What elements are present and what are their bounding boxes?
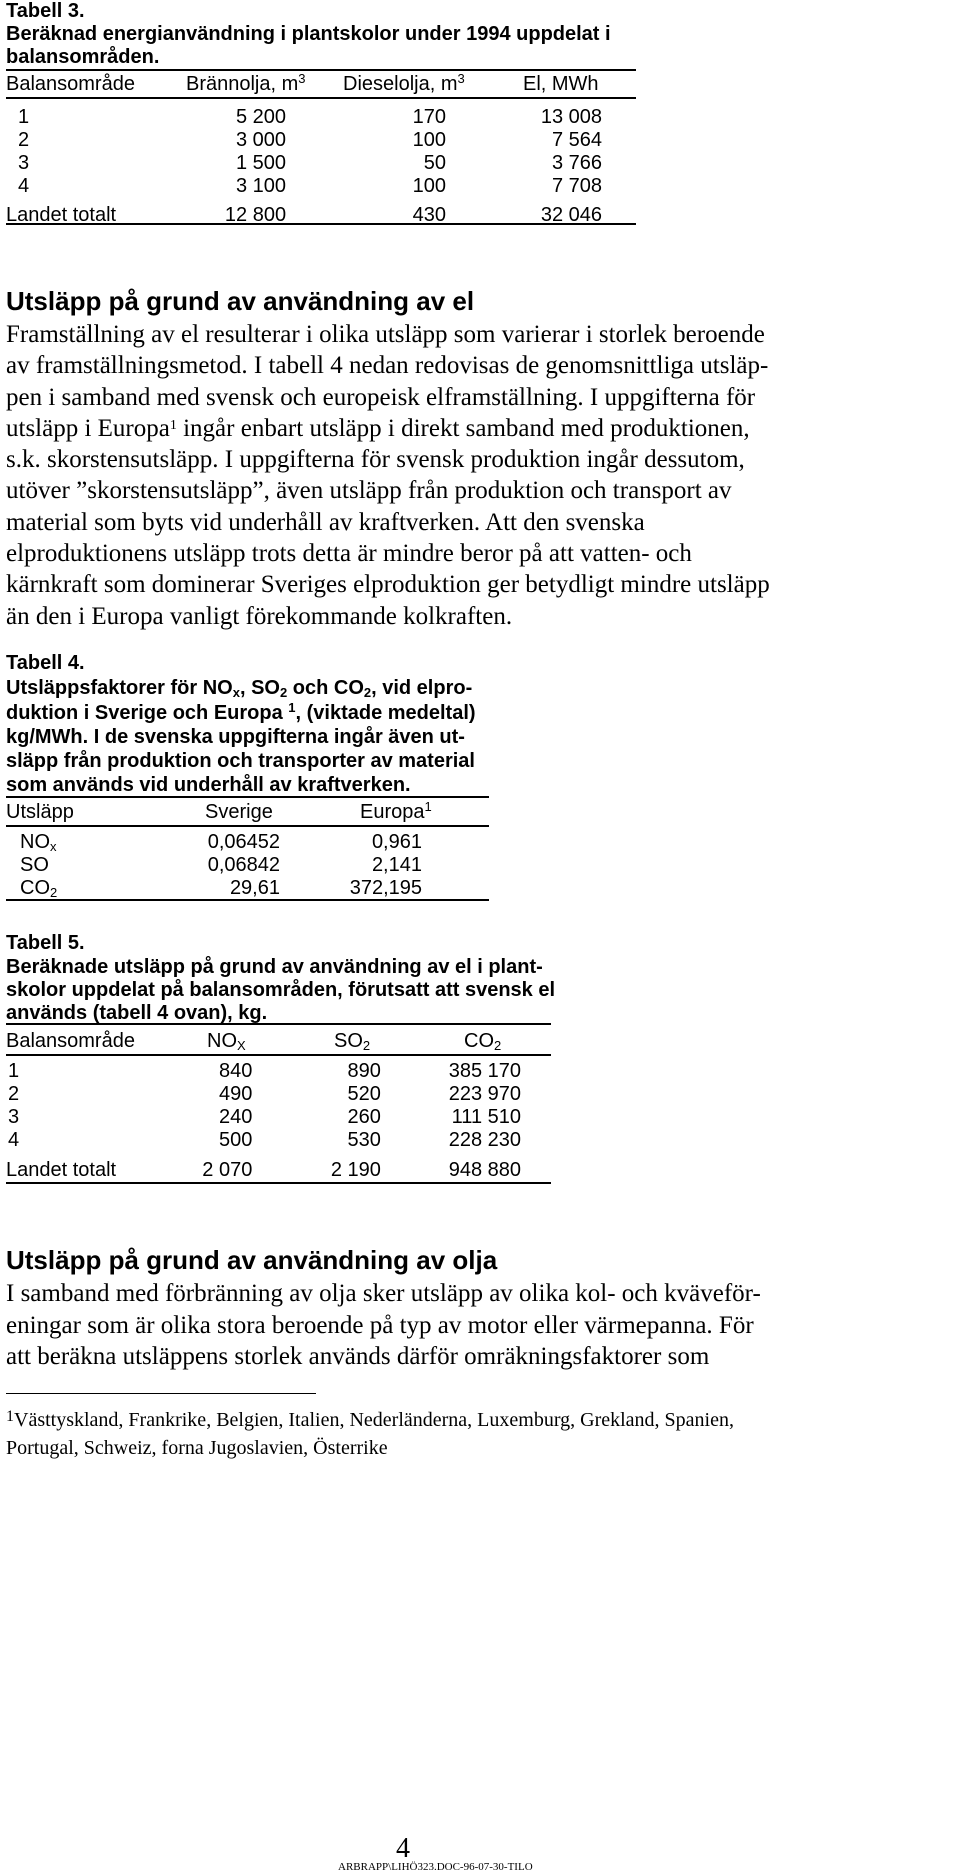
table5-col-area: Balansområde (6, 1030, 135, 1052)
table-row: 2 490 520 223 970 (8, 1083, 521, 1105)
table3-col-diesel: Dieselolja, $m^3$ (343, 71, 465, 95)
table5-label: Tabell 5. (6, 932, 85, 954)
table5-title-line1: Beräknade utsläpp på grund av användning av el i plant- (6, 956, 543, 978)
table3-col-area: Balansområde (6, 73, 135, 95)
table-row: SO 0,06842 2,141 (20, 854, 422, 876)
table3-body (6, 106, 602, 227)
table5-col-nox: $NO_X$ (207, 1030, 246, 1053)
footnote: $^1$Västtyskland, Frankrike, Belgien, Italien, Nederländerna, Luxemburg, Grekland, Spanien, Portugal, Schweiz, forna Jugoslavien, Österrike (6, 1408, 734, 1459)
footnote-rule (6, 1393, 316, 1394)
table3-title-line1: Beräknad energianvändning i plantskolor under 1994 uppdelat i (6, 23, 611, 45)
table5-top-rule (6, 1023, 551, 1025)
table4-title-line1: Utsläppsfaktorer för $NO_x$, $SO_2$ och $CO_2$, vid elpro- (6, 677, 473, 700)
table-row: 3 240 260 111 510 (8, 1106, 521, 1128)
table-row: 4 3 100 100 7 708 (18, 175, 602, 197)
table4-title-line2: duktion i Sverige och Europa $^1$, (viktade medeltal) (6, 700, 476, 724)
table-total-row: Landet totalt 2 070 2 190 948 880 (6, 1159, 521, 1181)
table5-header-rule (6, 1054, 551, 1056)
table4-col-emission: Utsläpp (6, 801, 74, 823)
table3-col-oil: Brännolja, $m^3$ (186, 71, 306, 95)
table4-top-rule (6, 796, 489, 798)
table5-title-line3: används (tabell 4 ovan), kg. (6, 1002, 268, 1024)
table4-col-sweden: Sverige (205, 801, 273, 823)
table-row: 4 500 530 228 230 (8, 1129, 521, 1151)
table3-header-rule (6, 97, 636, 99)
table4-bottom-rule (6, 899, 489, 901)
table4-title-line5: som används vid underhåll av kraftverken. (6, 774, 411, 796)
section-oil-body: I samband med förbränning av olja sker utsläpp av olika kol- och kväveför- eningar som är olika stora beroende på typ av motor eller värmepanna. För att beräkna utsläppens storlek används därför omräkningsfaktorer som (6, 1280, 761, 1370)
table-row: 1 5 200 170 13 008 (18, 106, 602, 128)
table5-header-row (6, 1030, 551, 1053)
table5-body (6, 1060, 521, 1182)
section-el-heading: Utsläpp på grund av användning av el (6, 286, 475, 316)
table4-label: Tabell 4. (6, 652, 85, 674)
table-row: 1 840 890 385 170 (8, 1060, 521, 1082)
table5-title-line2: skolor uppdelat på balansområden, förutsatt att svensk el (6, 979, 556, 1001)
table4-header-row (6, 801, 489, 824)
table4-body (6, 831, 422, 900)
table-total-row: Landet totalt 12 800 430 32 046 (6, 204, 602, 226)
table4-col-europe: Europa$^1$ (360, 799, 432, 823)
table-row: 3 1 500 50 3 766 (18, 152, 602, 174)
table5-col-so2: $SO_2$ (334, 1030, 371, 1053)
table-row: $NO_x$ 0,06452 0,961 (20, 831, 422, 854)
table-row: $CO_2$ 29,61 372,195 (20, 877, 422, 900)
table3-col-el: El, MWh (523, 73, 599, 95)
table3-header-row (6, 73, 636, 96)
section-el-body: Framställning av el resulterar i olika utsläpp som varierar i storlek beroende av framställningsmetod. I tabell 4 nedan redovisas de genomsnittliga utsläp- pen i samband med svensk och europeisk elframställning. I uppgifterna för utsläpp i Europa$^1$ ingår enbart utsläpp i direkt samband med produktionen, s.k. skorstensutsläpp. I uppgifterna för svensk produktion ingår dessutom, utöver ”skorstensutsläpp”, även utsläpp från produktion och transport av material som byts vid underhåll av kraftverken. Att den svenska elproduktionens utsläpp trots detta är mindre beror på att vatten- och kärnkraft som dominerar Sveriges elproduktion ger betydligt mindre utsläpp än den i Europa vanligt förekommande kolkraften. (6, 321, 770, 630)
table4-title-line3: kg/MWh. I de svenska uppgifterna ingår även ut- (6, 726, 465, 748)
table3-title-line2: balansområden. (6, 46, 160, 68)
table5-bottom-rule (6, 1182, 551, 1184)
document-id: ARBRAPP\LIHÖ323.DOC-96-07-30-TILO (338, 1861, 533, 1873)
section-oil-heading: Utsläpp på grund av användning av olja (6, 1245, 498, 1275)
table5-col-co2: $CO_2$ (464, 1030, 502, 1053)
table4-header-rule (6, 825, 489, 827)
table-row: 2 3 000 100 7 564 (18, 129, 602, 151)
table3-top-rule (6, 69, 636, 71)
table3-label: Tabell 3. (6, 0, 85, 22)
table4-title-line4: släpp från produktion och transporter av material (6, 750, 475, 772)
page-number: 4 (396, 1833, 410, 1864)
table3-bottom-rule (6, 223, 636, 225)
